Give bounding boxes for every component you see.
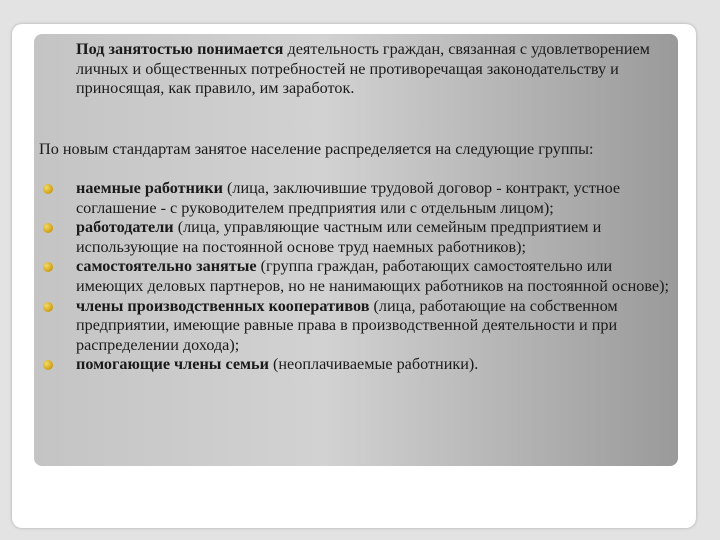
list-item (39, 297, 679, 356)
list-item (39, 179, 679, 218)
definition-term: Под занятостью понимается (76, 40, 284, 58)
groups-list (39, 179, 679, 375)
bullet-icon (43, 302, 53, 312)
item-text: (лица, управляющие частным или семейным предприятием и использующие на постоянной основе труд наемных работников); (76, 218, 602, 256)
item-term: помогающие члены семьи (76, 355, 269, 374)
item-term: члены производственных кооперативов (76, 296, 370, 315)
list-item (39, 257, 679, 296)
slide (12, 24, 696, 528)
item-term: работодатели (76, 218, 174, 237)
definition-paragraph (76, 40, 666, 99)
groups-intro: По новым стандартам занятое население распределяется на следующие группы: (39, 140, 594, 158)
bullet-icon (43, 184, 53, 194)
item-text: (лица, заключившие трудовой договор - контракт, устное соглашение - с руководителем предприятия или с отдельным лицом); (76, 179, 621, 217)
bullet-icon (43, 360, 53, 370)
item-text: (неоплачиваемые работники). (268, 355, 479, 374)
bullet-icon (43, 223, 53, 233)
list-item (39, 355, 679, 375)
list-item (39, 218, 679, 257)
item-text: (группа граждан, работающих самостоятельно или имеющих деловых партнеров, но не нанимающих работников на постоянной основе); (76, 257, 669, 295)
definition-text: деятельность граждан, связанная с удовлетворением личных и общественных потребностей не противоречащая законодательству и приносящая, как правило, им заработок. (76, 40, 650, 98)
content-panel (34, 34, 678, 466)
item-term: самостоятельно занятые (76, 257, 257, 276)
item-term: наемные работники (76, 179, 223, 197)
bullet-icon (43, 262, 53, 272)
item-text: (лица, работающие на собственном предприятии, имеющие равные права в производственной деятельности и при распределении дохода); (76, 296, 618, 354)
